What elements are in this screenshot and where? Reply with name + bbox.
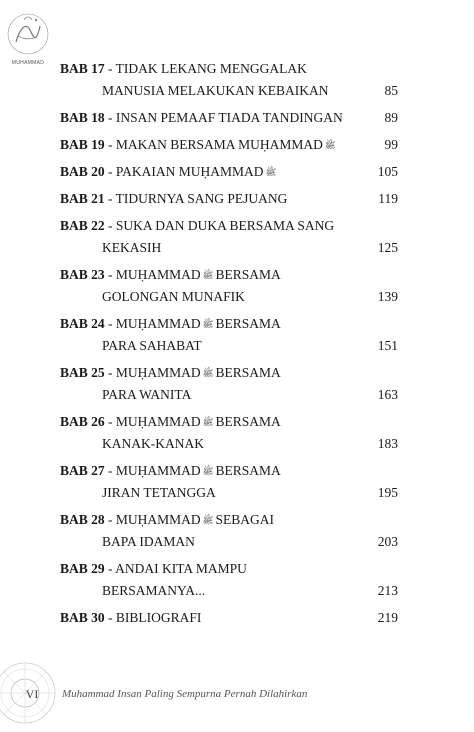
toc-entry-line (60, 264, 400, 286)
page-ref: 195 (377, 485, 398, 500)
separator: - (104, 164, 116, 179)
chapter-title: MUḤAMMAD (115, 267, 201, 282)
toc-entry-line (60, 607, 400, 629)
chapter-number: BAB 21 (60, 191, 105, 206)
chapter-title: INSAN PEMAAF TIADA TANDINGAN (115, 110, 343, 125)
page-ref: 105 (377, 164, 398, 179)
chapter-number: BAB 22 (60, 218, 105, 233)
page-ref: 119 (378, 191, 398, 206)
toc-entry (60, 607, 400, 629)
toc-entry (60, 362, 400, 406)
page-ref: 163 (377, 387, 398, 402)
honorific-symbol: ﷺ (202, 417, 214, 427)
chapter-title: TIDAK LEKANG MENGGALAK (115, 61, 307, 76)
chapter-title-line2: GOLONGAN MUNAFIK (102, 289, 245, 304)
chapter-title-cont: BERSAMA (215, 267, 281, 282)
toc-entry (60, 411, 400, 455)
toc-entry (60, 215, 400, 259)
chapter-title-cont: BERSAMA (215, 316, 281, 331)
honorific-symbol: ﷺ (202, 270, 214, 280)
logo-text: MUHAMMAD (11, 60, 45, 66)
chapter-title-line2: KEKASIH (102, 240, 162, 255)
separator: - (104, 110, 116, 125)
separator: - (104, 463, 116, 478)
toc-entry (60, 58, 400, 102)
page-ref: 203 (377, 534, 398, 549)
separator: - (104, 218, 116, 233)
separator: - (104, 610, 116, 625)
chapter-number: BAB 19 (60, 137, 105, 152)
separator: - (104, 365, 116, 380)
chapter-title: BIBLIOGRAFI (115, 610, 202, 625)
toc-entry-line (60, 58, 400, 80)
separator: - (104, 414, 116, 429)
chapter-title-line2: MANUSIA MELAKUKAN KEBAIKAN (102, 83, 329, 98)
book-logo (6, 8, 50, 70)
chapter-title: MAKAN BERSAMA MUḤAMMAD (115, 137, 323, 152)
chapter-title-line2: JIRAN TETANGGA (102, 485, 216, 500)
toc-entry (60, 107, 400, 129)
page-number: VI (25, 687, 39, 701)
honorific-symbol: ﷺ (202, 515, 214, 525)
chapter-number: BAB 24 (60, 316, 105, 331)
chapter-title: MUḤAMMAD (115, 463, 201, 478)
chapter-title-cont: BERSAMA (215, 414, 281, 429)
chapter-title: MUḤAMMAD (115, 512, 201, 527)
chapter-number: BAB 23 (60, 267, 105, 282)
toc-entry (60, 460, 400, 504)
chapter-title-cont: SEBAGAI (215, 512, 275, 527)
page-ref: 125 (377, 240, 398, 255)
chapter-title: MUḤAMMAD (115, 365, 201, 380)
toc-entry-line (60, 509, 400, 531)
running-footer-title: Muhammad Insan Paling Sempurna Pernah Dilahirkan (62, 688, 308, 700)
separator: - (104, 316, 116, 331)
chapter-title: MUḤAMMAD (115, 316, 201, 331)
chapter-title-line2: KANAK-KANAK (102, 436, 204, 451)
separator: - (104, 137, 116, 152)
page-ref: 219 (377, 610, 398, 625)
toc-entry-line (60, 313, 400, 335)
toc-entry-line (60, 134, 400, 156)
chapter-number: BAB 30 (60, 610, 105, 625)
page-ref: 85 (384, 83, 398, 98)
separator: - (104, 512, 116, 527)
separator: - (104, 267, 116, 282)
table-of-contents (60, 58, 400, 634)
page-ref: 99 (384, 137, 398, 152)
page-ref: 151 (377, 338, 398, 353)
honorific-symbol: ﷺ (265, 167, 277, 177)
chapter-title: MUḤAMMAD (115, 414, 201, 429)
toc-entry (60, 313, 400, 357)
toc-entry-line (60, 161, 400, 183)
toc-entry-line (60, 558, 400, 580)
chapter-number: BAB 25 (60, 365, 105, 380)
toc-entry-line (60, 215, 400, 237)
honorific-symbol: ﷺ (324, 140, 336, 150)
chapter-number: BAB 18 (60, 110, 105, 125)
separator: - (104, 61, 116, 76)
page-ref: 213 (377, 583, 398, 598)
chapter-number: BAB 28 (60, 512, 105, 527)
chapter-title-line2: BAPA IDAMAN (102, 534, 195, 549)
toc-entry-line (60, 188, 400, 210)
chapter-title-cont: BERSAMA (215, 463, 281, 478)
chapter-title-cont: BERSAMA (215, 365, 281, 380)
chapter-title-line2: PARA WANITA (102, 387, 192, 402)
chapter-title: TIDURNYA SANG PEJUANG (115, 191, 288, 206)
page-ref: 89 (384, 110, 398, 125)
toc-entry (60, 161, 400, 183)
chapter-title-line2: BERSAMANYA... (102, 583, 206, 598)
honorific-symbol: ﷺ (202, 466, 214, 476)
page-ref: 139 (377, 289, 398, 304)
toc-entry (60, 509, 400, 553)
chapter-number: BAB 29 (60, 561, 105, 576)
toc-entry-line (60, 460, 400, 482)
calligraphy-logo-icon (6, 8, 50, 60)
chapter-number: BAB 27 (60, 463, 105, 478)
toc-entry (60, 188, 400, 210)
toc-entry (60, 264, 400, 308)
chapter-number: BAB 26 (60, 414, 105, 429)
toc-entry (60, 558, 400, 602)
chapter-title: ANDAI KITA MAMPU (115, 561, 247, 576)
page-ref: 183 (377, 436, 398, 451)
chapter-title: SUKA DAN DUKA BERSAMA SANG (115, 218, 335, 233)
honorific-symbol: ﷺ (202, 319, 214, 329)
toc-entry-line (60, 107, 400, 129)
chapter-title: PAKAIAN MUḤAMMAD (115, 164, 264, 179)
toc-entry-line (60, 362, 400, 384)
separator: - (104, 191, 116, 206)
toc-entry (60, 134, 400, 156)
honorific-symbol: ﷺ (202, 368, 214, 378)
chapter-title-line2: PARA SAHABAT (102, 338, 202, 353)
toc-entry-line (60, 411, 400, 433)
chapter-number: BAB 20 (60, 164, 105, 179)
chapter-number: BAB 17 (60, 61, 105, 76)
separator: - (104, 561, 116, 576)
